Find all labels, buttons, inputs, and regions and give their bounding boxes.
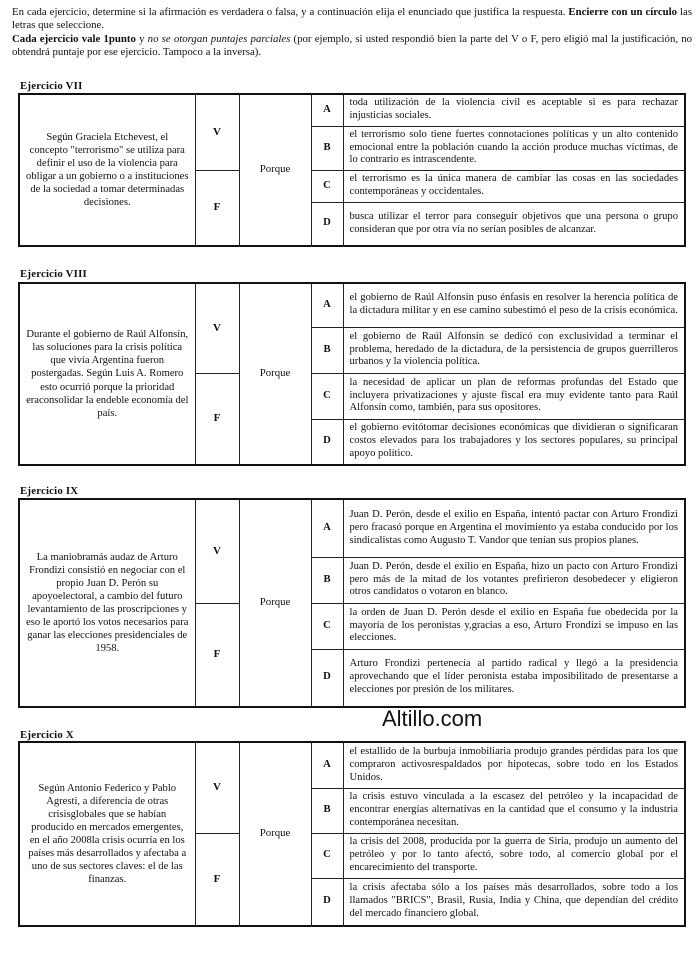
option-text: el estallido de la burbuja inmobiliaria produjo grandes pérdidas para los que compraron activosrespaldados por hipotecas, sobre todo en los Estados Unidos. — [343, 742, 685, 788]
option-letter-a[interactable]: A — [311, 94, 343, 126]
false-option[interactable]: F — [195, 603, 239, 707]
option-letter-b[interactable]: B — [311, 126, 343, 170]
option-text: la orden de Juan D. Perón desde el exilio en España fue obedecida por la mayoría de los peronistas y,gracias a eso, Arturo Frondizi se impuso en las elecciones. — [343, 603, 685, 649]
option-letter-c[interactable]: C — [311, 603, 343, 649]
option-letter-a[interactable]: A — [311, 742, 343, 788]
true-option[interactable]: V — [195, 94, 239, 170]
instructions-text: las letras que seleccione. — [12, 6, 693, 32]
exercise-statement: Según Graciela Etchevest, el concepto "terrorismo" se utiliza para definir el uso de la violencia para obligar a un gobierno o a instituciones de la sociedad a tomar determinadas decisiones. — [19, 94, 195, 246]
option-letter-b[interactable]: B — [311, 557, 343, 603]
option-text: Arturo Frondizi pertenecía al partido radical y llegó a la presidencia aprovechando que el líder peronista estaba imposibilitado de presentarse a elecciones por presión de los militares. — [343, 649, 685, 707]
option-letter-d[interactable]: D — [311, 878, 343, 926]
instructions — [12, 6, 692, 60]
option-text: el gobierno de Raúl Alfonsín puso énfasis en resolver la herencia política de la dictadura militar y en ese camino subestimó el peso de la crisis económica. — [343, 283, 685, 327]
instructions-text: y — [139, 32, 145, 45]
exercise-table-viii — [18, 282, 686, 466]
exercise-title: Ejercicio VIII — [20, 268, 87, 280]
option-text: la crisis estuvo vinculada a la escasez del petróleo y la incapacidad de encontrar energías alternativas en la cantidad que el consumo y la industria contemporánea necesitan. — [343, 788, 685, 833]
option-letter-a[interactable]: A — [311, 283, 343, 327]
true-option[interactable]: V — [195, 499, 239, 603]
exercise-table-x — [18, 741, 686, 927]
option-letter-d[interactable]: D — [311, 649, 343, 707]
option-text: el gobierno evitótomar decisiones económicas que dividieran o significaran costos elevados para los trabajadores y los sectores populares, su principal apoyo político. — [343, 419, 685, 465]
exercise-statement: Según Antonio Federico y Pablo Agresti, a diferencia de otras crisisglobales que se habían producido en mercados emergentes, en el año 2008la crisis ocurría en los países más desarrollados y afectaba a uno de sus sectores claves: el de las finanzas. — [19, 742, 195, 926]
instructions-points: Cada ejercicio vale 1punto — [12, 32, 136, 45]
option-text: el terrorismo solo tiene fuertes connotaciones políticas y un alto contenido emocional entre la población cuando la acción produce muchas víctimas, de lo contrario es intrascendente. — [343, 126, 685, 170]
exercise-title: Ejercicio IX — [20, 485, 79, 497]
watermark: Altillo.com — [382, 706, 483, 731]
option-text: la necesidad de aplicar un plan de reformas profundas del Estado que incluyera privatizaciones y ajuste fiscal era muy evidente tanto para Raúl Alfonsín como, también, para sus opositores. — [343, 373, 685, 419]
porque-label: Porque — [239, 499, 311, 707]
option-text: busca utilizar el terror para conseguir objetivos que una persona o grupo consideran que por otra vía no serían posibles de alcanzar. — [343, 202, 685, 246]
false-option[interactable]: F — [195, 170, 239, 246]
instructions-emphasis: Encierre con un círculo — [568, 6, 678, 18]
porque-label: Porque — [239, 94, 311, 246]
option-text: Juan D. Perón, desde el exilio en España, hizo un pacto con Arturo Frondizi pero más de la mitad de los votantes prefirieron desobedecer y eligieron otros candidatos o votaron en blanco. — [343, 557, 685, 603]
option-letter-c[interactable]: C — [311, 373, 343, 419]
exercise-statement: Durante el gobierno de Raúl Alfonsín, las soluciones para la crisis política que vivía Argentina fueron postergadas. Según Luis A. Romero esto ocurrió porque la prioridad eraconsolidar la endeble economía del país. — [19, 283, 195, 465]
option-text: la crisis del 2008, producida por la guerra de Siria, produjo un aumento del petróleo y por lo tanto afectó, sobre todo, al comercio global por el encarecimiento del transporte. — [343, 833, 685, 878]
true-option[interactable]: V — [195, 283, 239, 373]
exercise-title: Ejercicio X — [20, 729, 74, 741]
option-text: el gobierno de Raúl Alfonsín se dedicó con exclusividad a terminar el problema, heredado de la dictadura, de la persistencia de grupos guerrilleros urbanos y la violencia política. — [343, 327, 685, 373]
exercise-title: Ejercicio VII — [20, 80, 83, 92]
option-text: toda utilización de la violencia civil es aceptable si es para rechazar injusticias sociales. — [343, 94, 685, 126]
option-letter-a[interactable]: A — [311, 499, 343, 557]
option-letter-b[interactable]: B — [311, 327, 343, 373]
option-text: Juan D. Perón, desde el exilio en España, intentó pactar con Arturo Frondizi pero fracasó porque en Argentina el movimiento ya estaba conducido por los sindicalistas como Augusto T. Vandor que tenían sus propios planes. — [343, 499, 685, 557]
exercise-table-ix — [18, 498, 686, 708]
porque-label: Porque — [239, 742, 311, 926]
exercise-table-vii — [18, 93, 686, 247]
option-letter-c[interactable]: C — [311, 833, 343, 878]
false-option[interactable]: F — [195, 373, 239, 465]
true-option[interactable]: V — [195, 742, 239, 833]
porque-label: Porque — [239, 283, 311, 465]
instructions-text: En cada ejercicio, determine si la afirmación es verdadera o falsa, y a continuación elija el enunciado que justifica la respuesta. — [12, 6, 566, 18]
option-letter-d[interactable]: D — [311, 419, 343, 465]
instructions-text: (por ejemplo, si usted respondió bien la parte del V o F, pero eligió mal la justificación, no obtendrá puntaje por ese ejercicio. Tampoco a la inversa). — [12, 32, 693, 59]
instructions-partial: no se otorgan puntajes parciales — [147, 32, 291, 45]
option-text: el terrorismo es la única manera de cambiar las cosas en las sociedades contemporáneas y occidentales. — [343, 170, 685, 202]
option-letter-c[interactable]: C — [311, 170, 343, 202]
option-letter-d[interactable]: D — [311, 202, 343, 246]
false-option[interactable]: F — [195, 833, 239, 926]
option-text: la crisis afectaba sólo a los países más desarrollados, sobre todo a los llamados "BRICS", Brasil, Rusia, India y China, que dependían del crédito del mercado financiero global. — [343, 878, 685, 926]
option-letter-b[interactable]: B — [311, 788, 343, 833]
exercise-statement: La maniobramás audaz de Arturo Frondizi consistió en negociar con el propio Juan D. Perón su apoyoelectoral, a cambio del futuro levantamiento de las proscripciones y eso le aportó los votos necesarios para ganar las elecciones presidenciales de 1958. — [19, 499, 195, 707]
